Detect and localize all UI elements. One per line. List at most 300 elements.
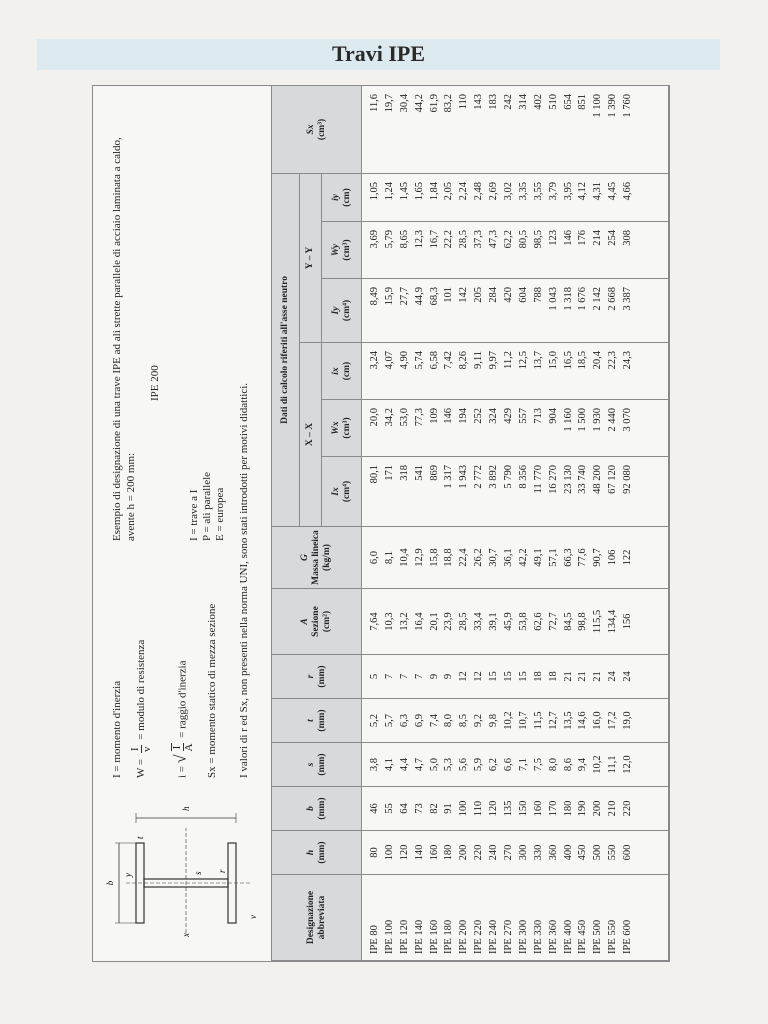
table-cell: 30,7 [488, 548, 500, 567]
table-cell: 23,9 [443, 612, 455, 631]
table-cell: 1 317 [443, 465, 455, 489]
table-cell: 18 [547, 671, 559, 682]
table-cell: 3,95 [562, 181, 574, 201]
table-cell: 1 318 [562, 287, 574, 311]
table-cell: 80 [369, 847, 380, 858]
table-cell: 402 [532, 93, 544, 110]
table-cell: 1,24 [383, 181, 395, 201]
table-cell: 4,4 [398, 757, 410, 772]
col-a [362, 589, 669, 655]
table-cell: 12,7 [547, 711, 559, 730]
table-cell: 45,9 [503, 612, 515, 631]
table-cell: 6,2 [488, 757, 500, 772]
table-cell: IPE 600 [622, 919, 634, 954]
table-cell: 3,35 [517, 181, 529, 201]
table-cell: 270 [503, 844, 515, 861]
header-ix-moment: Ix (cm⁴) [322, 457, 362, 527]
table-cell: 7 [383, 673, 395, 680]
table-cell: 200 [458, 844, 470, 861]
table-cell: 4,7 [413, 757, 425, 772]
table-cell: 36,1 [503, 548, 515, 567]
col-h [362, 831, 669, 875]
table-cell: 171 [383, 465, 395, 481]
table-cell: 39,1 [488, 612, 500, 631]
table-cell: 77,3 [413, 408, 425, 427]
table-cell: 53,0 [398, 408, 410, 427]
table-cell: 21 [562, 671, 574, 682]
table-cell: 143 [473, 93, 485, 110]
table-cell: 80,1 [369, 465, 380, 484]
table-cell: 254 [607, 230, 619, 246]
table-cell: 13,7 [532, 351, 544, 370]
table-cell: 10,4 [398, 548, 410, 567]
header-a: A Sezione (cm²) [272, 589, 362, 655]
table-cell: 252 [473, 408, 485, 424]
note-radius: i = √ I A = raggio d'inerzia [171, 660, 195, 778]
table-cell: 300 [517, 844, 529, 861]
figure-label-v: v [248, 915, 258, 919]
table-cell: IPE 450 [577, 919, 589, 954]
table-cell: 82 [428, 803, 440, 814]
table-cell: 91 [443, 803, 455, 814]
figure-label-y: y [123, 873, 133, 877]
table-cell: 8,26 [458, 351, 470, 370]
table-cell: 122 [622, 549, 634, 566]
table-cell: 8,49 [369, 287, 380, 306]
table-cell: 6,9 [413, 713, 425, 728]
table-cell: 869 [428, 465, 440, 481]
note-inertia: I = momento d'inerzia [111, 680, 123, 778]
table-cell: 11 770 [532, 465, 544, 494]
rotated-content [93, 86, 669, 961]
table-cell: 10,2 [592, 755, 604, 774]
note-legend-i: I = trave a I [188, 489, 200, 541]
col-sx [362, 85, 669, 173]
note-static-moment: Sx = momento statico di mezza sezione [206, 603, 218, 778]
table-cell: 550 [607, 844, 619, 861]
table-cell: 61,9 [428, 93, 440, 113]
table-cell: 9 [428, 673, 440, 680]
table-cell: 190 [577, 800, 589, 817]
table-cell: 360 [547, 844, 559, 861]
table-cell: 10,7 [517, 711, 529, 730]
table-cell: IPE 300 [517, 919, 529, 954]
table-cell: 420 [503, 287, 515, 303]
table-cell: 2 772 [473, 465, 485, 489]
note-modulus-lhs: W = [135, 758, 148, 778]
table-cell: 5,9 [473, 757, 485, 772]
table-cell: 314 [517, 93, 529, 110]
table-cell: 8,1 [383, 550, 395, 565]
table-cell: IPE 180 [443, 919, 455, 954]
table-cell: 308 [622, 230, 634, 246]
table-cell: 15,9 [383, 287, 395, 306]
table-cell: 30,4 [398, 93, 410, 113]
table-cell: 242 [503, 93, 515, 110]
note-radius-text: = raggio d'inerzia [176, 660, 189, 738]
table-cell: 3,8 [369, 757, 380, 772]
table-cell: 180 [562, 800, 574, 817]
table-cell: 8 356 [517, 465, 529, 489]
table-cell: 11,5 [532, 711, 544, 730]
header-t: t (mm) [272, 699, 362, 743]
page-title: Travi IPE [331, 41, 426, 66]
table-cell: 176 [577, 230, 589, 246]
col-ix-moment [362, 457, 669, 527]
table-cell: 142 [458, 287, 470, 303]
table-cell: 13,2 [398, 612, 410, 631]
table-cell: IPE 400 [562, 919, 574, 954]
table-cell: 64 [398, 803, 410, 814]
table-cell: 3,79 [547, 181, 559, 201]
table-cell: 134,4 [607, 609, 619, 634]
table-cell: 19,0 [622, 711, 634, 730]
table-cell: 55 [383, 803, 395, 814]
table-cell: 20,4 [592, 351, 604, 370]
table-cell: 16 270 [547, 465, 559, 494]
table-cell: 20,0 [369, 408, 380, 427]
table-cell: 83,2 [443, 93, 455, 113]
col-iy-radius [362, 173, 669, 221]
table-cell: 170 [547, 800, 559, 817]
table-cell: 3,24 [369, 351, 380, 370]
table-cell: 44,2 [413, 93, 425, 113]
table-cell: 2,24 [458, 181, 470, 201]
table-cell: 1 043 [547, 287, 559, 311]
table-cell: 318 [398, 465, 410, 481]
table-cell: IPE 200 [458, 919, 470, 954]
table-cell: 120 [488, 800, 500, 817]
table-cell: IPE 80 [369, 925, 380, 954]
table-cell: 90,7 [592, 548, 604, 567]
table-cell: 4,31 [592, 181, 604, 201]
title-banner [37, 39, 720, 70]
table-cell: 62,6 [532, 612, 544, 631]
table-cell: 330 [532, 844, 544, 861]
header-sx: Sx (cm³) [272, 85, 362, 173]
table-cell: 3 892 [488, 465, 500, 489]
table-cell: 80,5 [517, 230, 529, 249]
col-iy-moment [362, 279, 669, 343]
table-cell: IPE 360 [547, 919, 559, 954]
table-cell: 15 [488, 671, 500, 682]
table-cell: 2,48 [473, 181, 485, 201]
table-cell: 1,45 [398, 181, 410, 201]
table-cell: 1,65 [413, 181, 425, 201]
table-cell: 10,3 [383, 612, 395, 631]
table-cell: 106 [607, 549, 619, 566]
table-cell: 12,9 [413, 548, 425, 567]
table-cell: 1 930 [592, 408, 604, 432]
table-cell: 110 [473, 800, 485, 817]
table-cell: 42,2 [517, 548, 529, 567]
table-cell: 205 [473, 287, 485, 303]
table-cell: 27,7 [398, 287, 410, 306]
table-cell: 8,0 [443, 713, 455, 728]
ipe-section-figure [101, 803, 271, 953]
note-modulus-den: v [141, 746, 153, 753]
header-wy: Wy (cm³) [322, 222, 362, 279]
table-cell: 1 390 [607, 93, 619, 118]
col-s [362, 743, 669, 787]
table-cell: 68,3 [428, 287, 440, 306]
table-cell: 8,65 [398, 230, 410, 249]
table-cell: 18 [532, 671, 544, 682]
table-cell: 2 142 [592, 287, 604, 311]
table-cell: 180 [443, 844, 455, 861]
table-cell: 1 676 [577, 287, 589, 311]
header-h: h (mm) [272, 831, 362, 875]
note-radius-den: A [183, 743, 195, 752]
table-cell: 1,05 [369, 181, 380, 201]
table-cell: 7,4 [428, 713, 440, 728]
table-cell: 47,3 [488, 230, 500, 249]
table-cell: 24 [607, 671, 619, 682]
table-cell: 140 [413, 844, 425, 861]
table-cell: 5,3 [443, 757, 455, 772]
table-cell: 15 [517, 671, 529, 682]
table-cell: 11,1 [607, 755, 619, 774]
header-yy: Y – Y [300, 173, 322, 342]
table-cell: 33,4 [473, 612, 485, 631]
table-cell: 4,1 [383, 757, 395, 772]
table-cell: 7,5 [532, 757, 544, 772]
table-cell: 57,1 [547, 548, 559, 567]
table-cell: 788 [532, 287, 544, 303]
table-cell: 22,4 [458, 548, 470, 567]
table-cell: 5,0 [428, 757, 440, 772]
table-cell: 66,3 [562, 548, 574, 567]
table-cell: IPE 270 [503, 919, 515, 954]
note-legend-e: E = europea [214, 487, 226, 541]
table-cell: IPE 240 [488, 919, 500, 954]
table-cell: 21 [577, 671, 589, 682]
table-cell: 8,6 [562, 757, 574, 772]
header-b: b (mm) [272, 787, 362, 831]
table-cell: 73 [413, 803, 425, 814]
figure-label-r: r [217, 869, 227, 873]
figure-label-b: b [105, 880, 115, 886]
table-cell: 1,84 [428, 181, 440, 201]
table-cell: 15,0 [547, 351, 559, 370]
table-cell: 2 440 [607, 408, 619, 432]
table-cell: 14,6 [577, 711, 589, 730]
note-legend-p: P = ali parallele [201, 471, 213, 541]
table-cell: 12 [458, 671, 470, 682]
table-cell: 34,2 [383, 408, 395, 427]
table-cell: 123 [547, 230, 559, 246]
table-cell: 19,7 [383, 93, 395, 113]
table-cell: 110 [458, 93, 470, 110]
table-cell: 109 [428, 408, 440, 424]
table-cell: 557 [517, 408, 529, 424]
table-cell: 240 [488, 844, 500, 861]
table-cell: 9,11 [473, 351, 485, 369]
col-t [362, 699, 669, 743]
table-cell: 44,9 [413, 287, 425, 306]
table-cell: 22,3 [607, 351, 619, 370]
table-cell: 16,7 [428, 230, 440, 249]
table-cell: 400 [562, 844, 574, 861]
table-cell: 11,6 [369, 93, 380, 112]
table-cell: 9,97 [488, 351, 500, 370]
col-b [362, 787, 669, 831]
table-cell: IPE 140 [413, 919, 425, 954]
table-cell: 3,02 [503, 181, 515, 201]
table-cell: 21 [592, 671, 604, 682]
table-cell: 62,2 [503, 230, 515, 249]
table-cell: IPE 100 [383, 919, 395, 954]
table-cell: 115,5 [592, 609, 604, 634]
table-cell: IPE 120 [398, 919, 410, 954]
table-cell: 1 500 [577, 408, 589, 432]
table-cell: 160 [428, 844, 440, 861]
note-modulus-text: = modulo di resistenza [135, 639, 148, 740]
table-cell: 10,2 [503, 711, 515, 730]
table-cell: 150 [517, 800, 529, 817]
table-cell: 210 [607, 800, 619, 817]
table-cell: 24 [622, 671, 634, 682]
table-cell: 220 [473, 844, 485, 861]
table-cell: 6,0 [369, 550, 380, 565]
header-group: Dati di calcolo riferiti all'asse neutro [272, 173, 300, 526]
table-cell: 16,0 [592, 711, 604, 730]
table-cell: 541 [413, 465, 425, 481]
table-cell: 49,1 [532, 548, 544, 567]
table-cell: 37,3 [473, 230, 485, 249]
table-cell: IPE 330 [532, 919, 544, 954]
table-cell: 6,3 [398, 713, 410, 728]
table-cell: 100 [458, 800, 470, 817]
table-cell: 8,5 [458, 713, 470, 728]
table-cell: 12 [473, 671, 485, 682]
table-cell: 214 [592, 230, 604, 246]
table-cell: 135 [503, 800, 515, 817]
table-cell: 4,90 [398, 351, 410, 370]
header-g: G Massa lineica (kg/m) [272, 527, 362, 589]
figure-label-x: x [181, 933, 191, 937]
table-cell: IPE 500 [592, 919, 604, 954]
table-cell: 120 [398, 844, 410, 861]
note-modulus [130, 640, 153, 778]
table-cell: 1 760 [622, 93, 634, 118]
note-example-line1: Esempio di designazione di una trave IPE ad ali strette parallele di acciaio laminata a caldo, [111, 137, 123, 541]
table-cell: 7 [413, 673, 425, 680]
table-cell: 183 [488, 93, 500, 110]
table-cell: 5,2 [369, 713, 380, 728]
table-cell: 8,0 [547, 757, 559, 772]
table-cell: IPE 220 [473, 919, 485, 954]
table-cell: 500 [592, 844, 604, 861]
notes-area [93, 86, 283, 961]
ipe-table [271, 85, 669, 961]
table-cell: 9,4 [577, 757, 589, 772]
table-cell: 200 [592, 800, 604, 817]
table-cell: 18,8 [443, 548, 455, 567]
note-radius-num: I [172, 744, 184, 752]
header-iy-radius: iy (cm) [322, 173, 362, 221]
table-cell: 20,1 [428, 612, 440, 631]
table-cell: 3,55 [532, 181, 544, 201]
table-body-row [362, 85, 669, 960]
table-cell: 2,69 [488, 181, 500, 201]
table-cell: 450 [577, 844, 589, 861]
table-cell: 3,69 [369, 230, 380, 249]
table-cell: 654 [562, 93, 574, 110]
table-cell: 904 [547, 408, 559, 424]
table-cell: 3 387 [622, 287, 634, 311]
table-cell: 5 790 [503, 465, 515, 489]
table-cell: 101 [443, 287, 455, 303]
col-r [362, 655, 669, 699]
table-cell: 7,64 [369, 612, 380, 631]
table-cell: 284 [488, 287, 500, 303]
table-cell: 26,2 [473, 548, 485, 567]
table-cell: IPE 160 [428, 919, 440, 954]
table-cell: 6,6 [503, 757, 515, 772]
table-cell: 5,6 [458, 757, 470, 772]
table-cell: 146 [443, 408, 455, 424]
table-cell: 220 [622, 800, 634, 817]
table-cell: 12,3 [413, 230, 425, 249]
table-cell: 12,0 [622, 755, 634, 774]
table-cell: 1 943 [458, 465, 470, 489]
note-footnote: I valori di r ed Sx, non presenti nella norma UNI, sono stati introdotti per motivi didattici. [238, 382, 250, 778]
table-cell: 604 [517, 287, 529, 303]
table-cell: 156 [622, 613, 634, 630]
table-cell: 7,42 [443, 351, 455, 370]
table-cell: 24,3 [622, 351, 634, 370]
table-cell: 23 130 [562, 465, 574, 494]
table-cell: 429 [503, 408, 515, 424]
figure-label-t: t [135, 836, 145, 839]
table-cell: 53,8 [517, 612, 529, 631]
header-xx: X – X [300, 343, 322, 527]
table-cell: 5,7 [383, 713, 395, 728]
table-cell: 100 [383, 844, 395, 861]
note-example-line2: avente h = 200 mm: [125, 452, 137, 541]
table-cell: 28,5 [458, 612, 470, 631]
table-cell: 15,8 [428, 548, 440, 567]
table-cell: 67 120 [607, 465, 619, 494]
table-cell: 4,66 [622, 181, 634, 201]
col-wx [362, 400, 669, 457]
figure-label-s: s [193, 871, 203, 875]
table-cell: 194 [458, 408, 470, 424]
table-cell: 11,2 [503, 351, 515, 369]
table-cell: 2,05 [443, 181, 455, 201]
table-cell: 92 080 [622, 465, 634, 494]
col-g [362, 527, 669, 589]
header-designazione: Designazione abbreviata [272, 875, 362, 961]
note-example-code: IPE 200 [149, 365, 161, 401]
figure-label-h: h [181, 806, 191, 811]
table-cell: 17,2 [607, 711, 619, 730]
table-cell: 46 [369, 803, 380, 814]
table-cell: 6,58 [428, 351, 440, 370]
table-cell: 33 740 [577, 465, 589, 494]
table-cell: IPE 550 [607, 919, 619, 954]
table-cell: 9,2 [473, 713, 485, 728]
table-cell: 98,8 [577, 612, 589, 631]
table-cell: 324 [488, 408, 500, 424]
table-cell: 98,5 [532, 230, 544, 249]
table-cell: 4,07 [383, 351, 395, 370]
header-s: s (mm) [272, 743, 362, 787]
note-modulus-num: I [129, 747, 141, 752]
table-cell: 7 [398, 673, 410, 680]
table-cell: 77,6 [577, 548, 589, 567]
